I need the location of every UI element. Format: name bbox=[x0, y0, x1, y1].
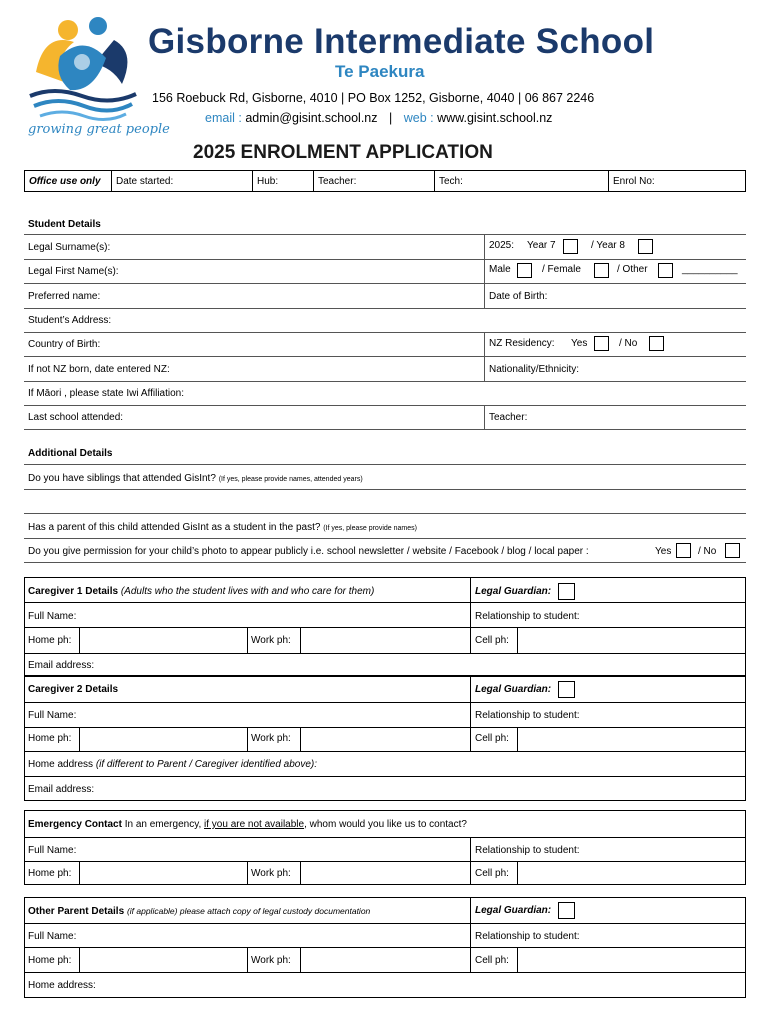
siblings-text: Do you have siblings that attended GisInt? bbox=[28, 473, 216, 484]
emergency-underlined: if you are not available bbox=[204, 819, 305, 830]
photo-yes-label: Yes bbox=[655, 546, 672, 557]
emergency-full-name-label: Full Name: bbox=[28, 845, 77, 856]
iwi-label: If Māori , please state Iwi Affiliation: bbox=[28, 388, 185, 399]
caregiver1-heading: Caregiver 1 Details bbox=[28, 586, 119, 597]
tech-label: Tech: bbox=[439, 176, 463, 187]
caregiver1-email-label: Email address: bbox=[28, 660, 95, 671]
student-details-heading: Student Details bbox=[28, 219, 101, 230]
web-label: web : bbox=[403, 111, 434, 125]
photo-no-label: / No bbox=[698, 546, 717, 557]
dob-label: Date of Birth: bbox=[489, 291, 548, 302]
additional-details-heading: Additional Details bbox=[28, 448, 113, 459]
address-line: 156 Roebuck Rd, Gisborne, 4010 | PO Box 1252, Gisborne, 4040 | 06 867 2246 bbox=[152, 91, 595, 105]
other-parent-cell-ph-label: Cell ph: bbox=[475, 955, 509, 966]
year8-label: / Year 8 bbox=[591, 240, 625, 251]
caregiver2-work-ph-label: Work ph: bbox=[251, 733, 291, 744]
contact-line bbox=[205, 110, 552, 126]
other-parent-home-ph-label: Home ph: bbox=[28, 955, 72, 966]
caregiver1-note: (Adults who the student lives with and who care for them) bbox=[120, 586, 375, 597]
separator: | bbox=[389, 111, 393, 125]
enrol-no-label: Enrol No: bbox=[613, 176, 655, 187]
caregiver2-guardian-checkbox[interactable] bbox=[558, 681, 575, 698]
preferred-name-label: Preferred name: bbox=[28, 291, 101, 302]
email-link[interactable]: admin@gisint.school.nz bbox=[245, 111, 378, 125]
caregiver1-guardian-checkbox[interactable] bbox=[558, 583, 575, 600]
caregiver1-full-name-label: Full Name: bbox=[28, 611, 77, 622]
email-label: email : bbox=[205, 111, 242, 125]
caregiver1-cell-ph-label: Cell ph: bbox=[475, 635, 509, 646]
caregiver2-email-label: Email address: bbox=[28, 784, 95, 795]
caregiver2-guardian-label: Legal Guardian: bbox=[475, 684, 552, 695]
school-name: Gisborne Intermediate School bbox=[148, 22, 655, 61]
caregiver1-home-ph-label: Home ph: bbox=[28, 635, 72, 646]
other-parent-heading-line bbox=[28, 905, 370, 918]
emergency-home-ph-label: Home ph: bbox=[28, 868, 72, 879]
caregiver1-relationship-label: Relationship to student: bbox=[475, 611, 580, 622]
other-parent-guardian-checkbox[interactable] bbox=[558, 902, 575, 919]
maori-name: Te Paekura bbox=[335, 62, 425, 81]
office-use-label: Office use only bbox=[29, 176, 101, 187]
parent-question bbox=[28, 522, 417, 535]
caregiver2-heading: Caregiver 2 Details bbox=[28, 684, 119, 695]
emergency-heading-line bbox=[28, 819, 467, 831]
male-label: Male bbox=[489, 264, 511, 275]
photo-yes-checkbox[interactable] bbox=[676, 543, 691, 558]
emergency-pre: In an emergency, bbox=[124, 819, 202, 830]
other-parent-full-name-label: Full Name: bbox=[28, 931, 77, 942]
other-parent-heading: Other Parent Details bbox=[28, 906, 125, 917]
residency-yes-label: Yes bbox=[571, 338, 588, 349]
male-checkbox[interactable] bbox=[517, 263, 532, 278]
other-label: / Other bbox=[617, 264, 648, 275]
photo-permission-question: Do you give permission for your child’s photo to appear publicly i.e. school newsletter / website / Facebook / blog / local paper : bbox=[28, 546, 589, 557]
caregiver1-work-ph-label: Work ph: bbox=[251, 635, 291, 646]
caregiver2-cell-ph-label: Cell ph: bbox=[475, 733, 509, 744]
caregiver1-heading-line bbox=[28, 586, 374, 598]
caregiver2-full-name-label: Full Name: bbox=[28, 710, 77, 721]
other-parent-home-address-label: Home address: bbox=[28, 980, 96, 991]
caregiver2-section bbox=[24, 676, 746, 801]
caregiver1-guardian-label: Legal Guardian: bbox=[475, 586, 552, 597]
legal-first-name-label: Legal First Name(s): bbox=[28, 266, 119, 277]
residency-no-checkbox[interactable] bbox=[649, 336, 664, 351]
other-parent-guardian-label: Legal Guardian: bbox=[475, 905, 552, 916]
residency-yes-checkbox[interactable] bbox=[594, 336, 609, 351]
caregiver2-home-address-label: Home address bbox=[28, 759, 94, 770]
address-label: Student’s Address: bbox=[28, 315, 112, 326]
date-started-label: Date started: bbox=[116, 176, 174, 187]
caregiver2-relationship-label: Relationship to student: bbox=[475, 710, 580, 721]
residency-no-label: / No bbox=[619, 338, 638, 349]
legal-surname-label: Legal Surname(s): bbox=[28, 242, 111, 253]
female-label: / Female bbox=[542, 264, 581, 275]
emergency-post: , whom would you like us to contact? bbox=[304, 819, 467, 830]
emergency-cell-ph-label: Cell ph: bbox=[475, 868, 509, 879]
emergency-relationship-label: Relationship to student: bbox=[475, 845, 580, 856]
other-checkbox[interactable] bbox=[658, 263, 673, 278]
hub-label: Hub: bbox=[257, 176, 279, 187]
parent-note: (If yes, please provide names) bbox=[323, 525, 417, 532]
last-school-label: Last school attended: bbox=[28, 412, 124, 423]
nz-date-label: If not NZ born, date entered NZ: bbox=[28, 364, 170, 375]
female-checkbox[interactable] bbox=[594, 263, 609, 278]
tagline: growing great people bbox=[28, 122, 170, 137]
other-blank[interactable]: __________ bbox=[682, 264, 738, 275]
country-of-birth-label: Country of Birth: bbox=[28, 339, 101, 350]
other-parent-note: (if applicable) please attach copy of legal custody documentation bbox=[126, 906, 371, 916]
nz-residency-label: NZ Residency: bbox=[489, 338, 555, 349]
emergency-heading: Emergency Contact bbox=[28, 819, 122, 830]
emergency-work-ph-label: Work ph: bbox=[251, 868, 291, 879]
web-link[interactable]: www.gisint.school.nz bbox=[437, 111, 553, 125]
form-title: 2025 ENROLMENT APPLICATION bbox=[193, 142, 493, 163]
other-parent-work-ph-label: Work ph: bbox=[251, 955, 291, 966]
last-teacher-label: Teacher: bbox=[489, 412, 528, 423]
year-label: 2025: bbox=[489, 240, 515, 251]
caregiver2-home-ph-label: Home ph: bbox=[28, 733, 72, 744]
siblings-note: (If yes, please provide names, attended years) bbox=[218, 476, 363, 483]
siblings-question bbox=[28, 473, 363, 486]
teacher-label: Teacher: bbox=[318, 176, 357, 187]
other-parent-relationship-label: Relationship to student: bbox=[475, 931, 580, 942]
year8-checkbox[interactable] bbox=[638, 239, 653, 254]
parent-text: Has a parent of this child attended GisInt as a student in the past? bbox=[28, 522, 321, 533]
caregiver2-home-address-note: (if different to Parent / Caregiver identified above): bbox=[95, 759, 318, 770]
caregiver2-home-address-line bbox=[28, 759, 317, 771]
photo-no-checkbox[interactable] bbox=[725, 543, 740, 558]
nationality-label: Nationality/Ethnicity: bbox=[489, 364, 580, 375]
year7-checkbox[interactable] bbox=[563, 239, 578, 254]
year7-label: Year 7 bbox=[527, 240, 556, 251]
